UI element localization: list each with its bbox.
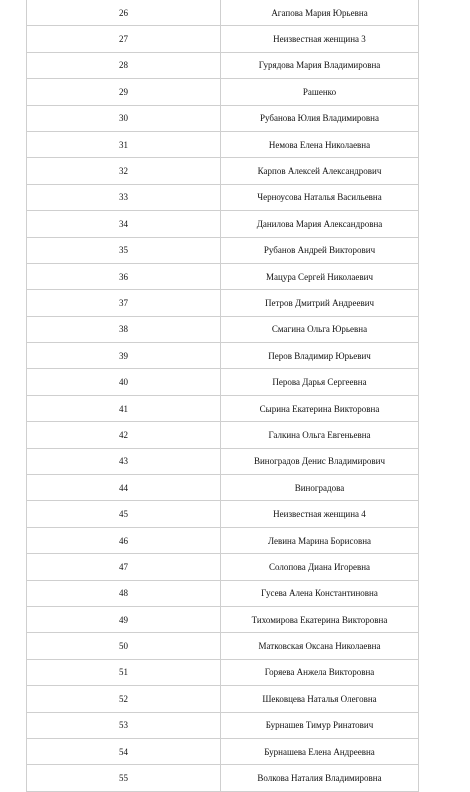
row-name: Тихомирова Екатерина Викторовна <box>221 606 419 632</box>
table-row <box>27 527 419 553</box>
table-row <box>27 738 419 764</box>
table-row <box>27 606 419 632</box>
row-number: 35 <box>27 237 221 263</box>
names-table-container <box>26 0 416 792</box>
row-number: 40 <box>27 369 221 395</box>
table-row <box>27 580 419 606</box>
row-number: 52 <box>27 686 221 712</box>
row-number: 27 <box>27 26 221 52</box>
row-number: 37 <box>27 290 221 316</box>
row-number: 43 <box>27 448 221 474</box>
names-table <box>26 0 419 792</box>
row-number: 51 <box>27 659 221 685</box>
table-row <box>27 105 419 131</box>
row-name: Перов Владимир Юрьевич <box>221 343 419 369</box>
table-row <box>27 422 419 448</box>
row-name: Перова Дарья Сергеевна <box>221 369 419 395</box>
table-row <box>27 686 419 712</box>
row-name: Черноусова Наталья Васильевна <box>221 184 419 210</box>
row-name: Рашенко <box>221 79 419 105</box>
row-number: 44 <box>27 475 221 501</box>
row-name: Немова Елена Николаевна <box>221 131 419 157</box>
table-row <box>27 52 419 78</box>
table-row <box>27 79 419 105</box>
table-row <box>27 448 419 474</box>
row-name: Рубанов Андрей Викторович <box>221 237 419 263</box>
row-number: 33 <box>27 184 221 210</box>
row-name: Гусева Алена Константиновна <box>221 580 419 606</box>
row-name: Волкова Наталия Владимировна <box>221 765 419 791</box>
row-name: Карпов Алексей Александрович <box>221 158 419 184</box>
table-row <box>27 263 419 289</box>
row-number: 30 <box>27 105 221 131</box>
row-number: 34 <box>27 211 221 237</box>
row-name: Смагина Ольга Юрьевна <box>221 316 419 342</box>
table-row <box>27 290 419 316</box>
row-number: 42 <box>27 422 221 448</box>
row-number: 48 <box>27 580 221 606</box>
table-row <box>27 316 419 342</box>
row-number: 38 <box>27 316 221 342</box>
row-name: Рубанова Юлия Владимировна <box>221 105 419 131</box>
table-body <box>27 0 419 791</box>
row-name: Бурнашева Елена Андреевна <box>221 738 419 764</box>
table-row <box>27 633 419 659</box>
row-number: 47 <box>27 554 221 580</box>
row-number: 32 <box>27 158 221 184</box>
table-row <box>27 659 419 685</box>
row-name: Агапова Мария Юрьевна <box>221 0 419 26</box>
row-name: Солопова Диана Игоревна <box>221 554 419 580</box>
table-row <box>27 211 419 237</box>
row-number: 29 <box>27 79 221 105</box>
row-name: Неизвестная женщина 3 <box>221 26 419 52</box>
table-row <box>27 184 419 210</box>
row-name: Гурядова Мария Владимировна <box>221 52 419 78</box>
row-name: Петров Дмитрий Андреевич <box>221 290 419 316</box>
table-row <box>27 158 419 184</box>
table-row <box>27 712 419 738</box>
row-number: 53 <box>27 712 221 738</box>
row-name: Горяева Анжела Викторовна <box>221 659 419 685</box>
table-row <box>27 26 419 52</box>
row-number: 49 <box>27 606 221 632</box>
row-name: Неизвестная женщина 4 <box>221 501 419 527</box>
row-number: 55 <box>27 765 221 791</box>
row-number: 31 <box>27 131 221 157</box>
row-number: 28 <box>27 52 221 78</box>
table-row <box>27 131 419 157</box>
row-name: Шековцева Наталья Олеговна <box>221 686 419 712</box>
table-row <box>27 554 419 580</box>
row-number: 45 <box>27 501 221 527</box>
row-name: Данилова Мария Александровна <box>221 211 419 237</box>
table-row <box>27 395 419 421</box>
row-name: Виноградов Денис Владимирович <box>221 448 419 474</box>
table-row <box>27 501 419 527</box>
table-row <box>27 765 419 791</box>
row-name: Матковская Оксана Николаевна <box>221 633 419 659</box>
row-name: Сырина Екатерина Викторовна <box>221 395 419 421</box>
table-row <box>27 0 419 26</box>
row-name: Бурнашев Тимур Ринатович <box>221 712 419 738</box>
row-number: 54 <box>27 738 221 764</box>
row-name: Галкина Ольга Евгеньевна <box>221 422 419 448</box>
row-number: 46 <box>27 527 221 553</box>
row-number: 26 <box>27 0 221 26</box>
table-row <box>27 475 419 501</box>
row-number: 50 <box>27 633 221 659</box>
table-row <box>27 369 419 395</box>
table-row <box>27 237 419 263</box>
row-name: Левина Марина Борисовна <box>221 527 419 553</box>
row-name: Виноградова <box>221 475 419 501</box>
row-number: 41 <box>27 395 221 421</box>
row-name: Мацура Сергей Николаевич <box>221 263 419 289</box>
row-number: 39 <box>27 343 221 369</box>
row-number: 36 <box>27 263 221 289</box>
table-row <box>27 343 419 369</box>
